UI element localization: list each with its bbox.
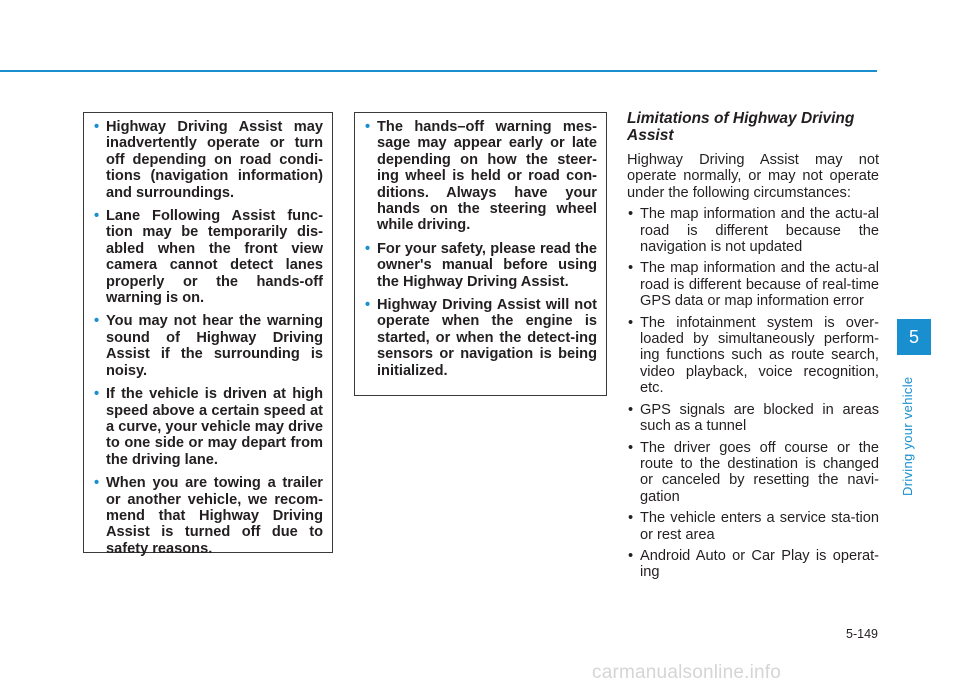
caution-item: • When you are towing a trailer or another vehicle, we recom-mend that Highway Driving Assist is turned off due to safety reasons. [94, 475, 323, 557]
bullet-icon: • [628, 206, 634, 223]
section-intro: Highway Driving Assist may not operate normally, or may not operate under the following circumstances: [627, 152, 879, 201]
caution-item: • You may not hear the warning sound of Highway Driving Assist if the surrounding is noisy. [94, 313, 323, 379]
page-number: 5-149 [846, 627, 878, 641]
caution-item: • If the vehicle is driven at high speed above a certain speed at a curve, your vehicle may drive to one side or may depart from the driving lane. [94, 386, 323, 468]
caution-item: • Lane Following Assist func-tion may be temporarily dis-abled when the front view camera cannot detect lanes properly or the hands-off warning is on. [94, 208, 323, 307]
limitation-item: • The infotainment system is over-loaded by simultaneously perform-ing functions such as route search, video playback, voice recognition, etc. [628, 314, 879, 397]
caution-box-left [83, 112, 333, 557]
watermark: carmanualsonline.info [592, 662, 782, 683]
bullet-icon: • [94, 313, 100, 330]
bullet-icon: • [628, 547, 634, 564]
limitation-item: • Android Auto or Car Play is operat-ing [628, 547, 879, 581]
caution-item: • For your safety, please read the owner's manual before using the Highway Driving Assist. [365, 240, 597, 290]
section-heading: Limitations of Highway Driving Assist [627, 110, 855, 144]
bullet-icon: • [94, 475, 100, 492]
bullet-icon: • [628, 260, 634, 277]
limitation-item: • The driver goes off course or the route to the destination is changed or canceled by resetting the navi-gation [628, 439, 879, 505]
bullet-icon: • [365, 297, 371, 314]
header-rule [0, 70, 877, 72]
bullet-icon: • [628, 314, 634, 331]
bullet-icon: • [94, 208, 100, 225]
bullet-icon: • [628, 439, 634, 456]
caution-item: • Highway Driving Assist will not operate when the engine is started, or when the detect-ing sensors or navigation is being initialized. [365, 297, 597, 379]
bullet-icon: • [365, 240, 371, 257]
limitations-section [627, 110, 879, 586]
bullet-icon: • [628, 401, 634, 418]
bullet-icon: • [94, 386, 100, 403]
chapter-tab: 5 [897, 319, 931, 355]
bullet-icon: • [365, 119, 371, 135]
limitation-item: • GPS signals are blocked in areas such as a tunnel [628, 401, 879, 435]
limitation-item: • The vehicle enters a service sta-tion or rest area [628, 510, 879, 543]
bullet-icon: • [628, 510, 634, 527]
caution-item: • Highway Driving Assist may inadvertently operate or turn off depending on road condi-tions (navigation information) and surroundings. [94, 119, 323, 201]
limitation-item: • The map information and the actu-al road is different because of real-time GPS data or map information error [628, 260, 879, 310]
bullet-icon: • [94, 119, 100, 135]
caution-item: • The hands–off warning mes-sage may appear early or late depending on how the steer-ing wheel is held or road con-ditions. Always have your hands on the steering wheel while driving. [365, 119, 597, 234]
caution-box-middle [354, 112, 607, 396]
limitation-item: • The map information and the actu-al road is different because the navigation is not updated [628, 206, 879, 256]
